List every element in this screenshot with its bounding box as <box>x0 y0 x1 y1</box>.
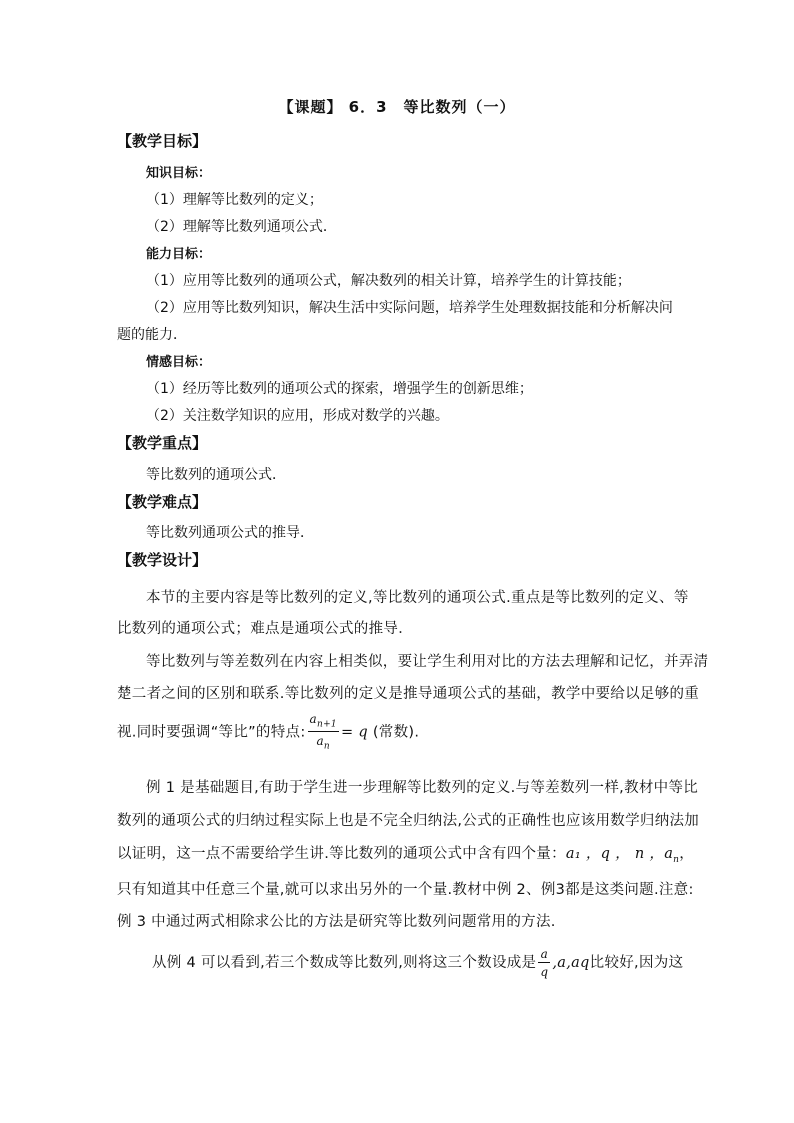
ability-item-2: （2）应用等比数列知识，解决生活中实际问题，培养学生处理数据技能和分析解决问 <box>146 300 673 316</box>
knowledge-label: 知识目标： <box>146 166 212 181</box>
key-point-text: 等比数列的通项公式． <box>146 467 286 483</box>
design-p3-line2: 数列的通项公式的归纳过程实际上也是不完全归纳法,公式的正确性也应该用数学归纳法加 <box>117 813 700 829</box>
design-p3-line5: 例 3 中通过两式相除求公比的方法是研究等比数列问题常用的方法. <box>117 914 556 930</box>
design-p1-line2: 比数列的通项公式；难点是通项公式的推导． <box>117 621 413 637</box>
ability-item-2-cont: 题的能力． <box>117 327 187 343</box>
design-p2-line1: 等比数列与等差数列在内容上相类似，要让学生利用对比的方法去理解和记忆，并弄清 <box>146 654 709 670</box>
formula-rhs: = q <box>340 724 368 741</box>
fraction-numerator: $a_{n+1}$ <box>308 713 339 732</box>
design-p4-prefix: 从例 4 可以看到,若三个数成等比数列,则将这三个数设成是 <box>152 955 537 971</box>
knowledge-item-1: （1）理解等比数列的定义； <box>146 192 323 208</box>
emotion-item-1: （1）经历等比数列的通项公式的探索，增强学生的创新思维； <box>146 381 533 397</box>
design-p3-line4: 只有知道其中任意三个量,就可以求出另外的一个量.教材中例 2、例3都是这类问题.注意: <box>117 882 694 898</box>
ability-item-1: （1）应用等比数列的通项公式，解决数列的相关计算，培养学生的计算技能； <box>146 273 631 289</box>
section-design: 【教学设计】 <box>117 551 208 569</box>
design-p2-line3 <box>117 713 419 752</box>
a-over-q-fraction: $\frac{a}{q}$ <box>540 947 549 979</box>
design-p1-line1: 本节的主要内容是等比数列的定义,等比数列的通项公式.重点是等比数列的定义、等 <box>146 590 689 606</box>
section-difficulty: 【教学难点】 <box>117 493 208 511</box>
design-p3-line3: 以证明，这一点不需要给学生讲.等比数列的通项公式中含有四个量：a₁ ，q ， n ，$a_n$， <box>117 846 695 865</box>
ability-label: 能力目标： <box>146 247 212 262</box>
design-p3-line3-prefix: 以证明，这一点不需要给学生讲.等比数列的通项公式中含有四个量： <box>117 846 566 862</box>
page-title: 【课题】 6．3 等比数列（一） <box>278 98 516 116</box>
design-p2-suffix: (常数). <box>372 724 420 741</box>
an-ratio-fraction <box>308 713 339 752</box>
design-p3-line1: 例 1 是基础题目,有助于学生进一步理解等比数列的定义.与等差数列一样,教材中等比 <box>146 780 699 796</box>
design-p4-line1 <box>152 948 683 978</box>
emotion-item-2: （2）关注数学知识的应用，形成对数学的兴趣。 <box>146 408 449 424</box>
section-key-point: 【教学重点】 <box>117 434 208 452</box>
knowledge-item-2: （2）理解等比数列通项公式． <box>146 219 337 235</box>
design-p4-suffix: 比较好,因为这 <box>589 955 684 971</box>
fraction-denominator: $a_n$ <box>316 734 331 752</box>
variables-list: a₁ ，q ， n ，$a_n$ <box>565 846 680 865</box>
section-objectives: 【教学目标】 <box>117 132 208 150</box>
p4-variables: ,a,aq <box>552 955 590 971</box>
design-p2-prefix: 视.同时要强调“等比”的特点: <box>117 724 306 741</box>
difficulty-text: 等比数列通项公式的推导． <box>146 525 314 541</box>
design-p2-line2: 楚二者之间的区别和联系.等比数列的定义是推导通项公式的基础，教学中要给以足够的重 <box>117 686 700 702</box>
emotion-label: 情感目标： <box>146 355 212 370</box>
